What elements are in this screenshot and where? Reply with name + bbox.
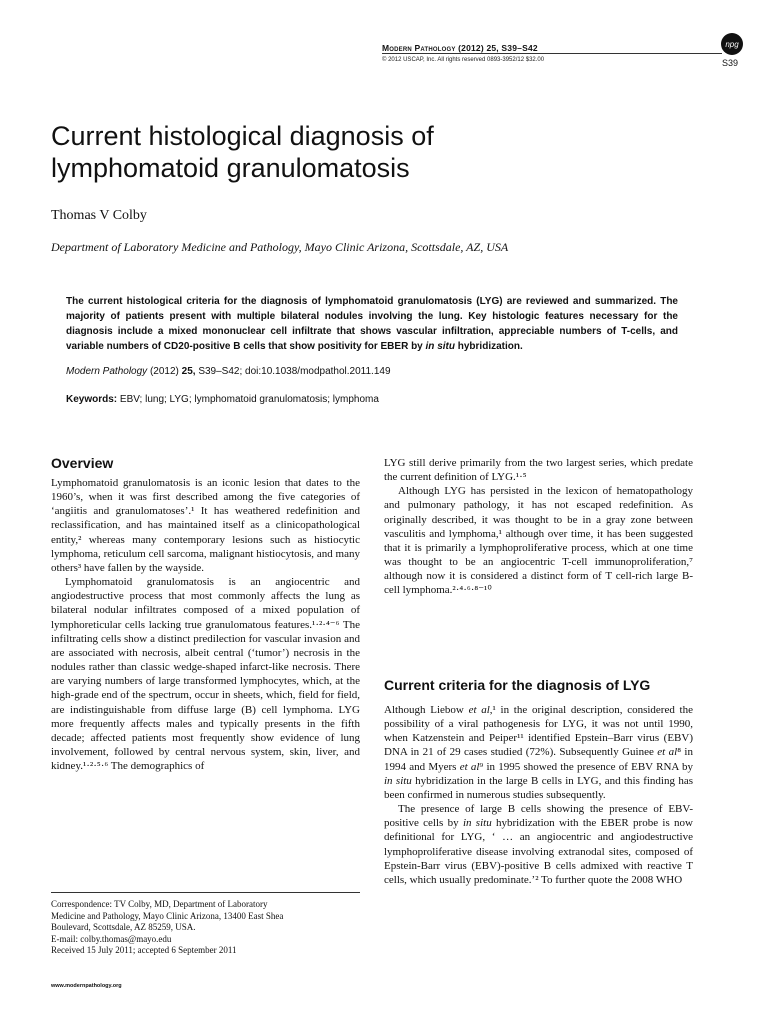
citation-year: (2012) bbox=[147, 366, 182, 377]
overview-paragraph-1: Lymphomatoid granulomatosis is an iconic lesion that dates to the 1960’s, when it was first described among the five categories of ‘angiitis and granulomatoses’.¹ It has weathered redefinition and reclassification, and has maintained itself as a clinicopathological entity,² whereas many contemporary lesions such as histiocytic lymphoma, reticulum cell sarcoma, malignant histiocytosis, and many others³ have fallen by the wayside. bbox=[51, 477, 360, 574]
citation-rest: S39–S42; doi:10.1038/modpathol.2011.149 bbox=[195, 366, 391, 377]
overview-paragraph-2: Lymphomatoid granulomatosis is an angiocentric and angiodestructive process that most commonly affects the lung as bilateral nodular infiltrates composed of a mixed population of lymphoreticular cells lacking true granulomatous features.¹·²·⁴⁻⁶ The infiltrating cells show a distinct predilection for vascular invasion and are associated with necrosis, albeit central (‘tumor’) necrosis in the nodules rather than classic wedge-shaped infarct-like necrosis. There are varying numbers of large transformed lymphocytes, which, at the high-grade end of the spectrum, occur in sheets, which, field for field, are indistinguishable from diffuse large (B) cell lymphoma. LYG more frequently affects males and typically presents in the fifth decade; affected patients most frequently show evidence of lung involvement, followed by central nervous system, skin, liver, and kidney.¹·²·⁵·⁶ The demographics of bbox=[51, 576, 360, 773]
right-column-bottom bbox=[384, 703, 693, 887]
header-rule bbox=[382, 53, 722, 54]
footnote-dates: Received 15 July 2011; accepted 6 September 2011 bbox=[51, 945, 237, 955]
correspondence-footnote bbox=[51, 899, 363, 957]
abstract bbox=[66, 294, 678, 354]
footnote-line: Boulevard, Scottsdale, AZ 85259, USA. bbox=[51, 922, 196, 932]
title-line-1: Current histological diagnosis of bbox=[51, 121, 434, 151]
abstract-italic: in situ bbox=[425, 341, 455, 352]
footnote-email: E-mail: colby.thomas@mayo.edu bbox=[51, 933, 172, 944]
keywords bbox=[66, 394, 379, 405]
npg-logo-icon: npg bbox=[721, 33, 743, 55]
journal-website: www.modernpathology.org bbox=[51, 983, 122, 989]
copyright-line: © 2012 USCAP, Inc. All rights reserved 0893-3952/12 $32.00 bbox=[382, 57, 545, 63]
right-column-top bbox=[384, 456, 693, 598]
overview-paragraph-3: LYG still derive primarily from the two largest series, which predate the current definition of LYG.¹·⁵ bbox=[384, 457, 693, 484]
keywords-list: EBV; lung; LYG; lymphomatoid granulomatosis; lymphoma bbox=[117, 394, 379, 405]
footnote-line: Correspondence: TV Colby, MD, Department of Laboratory bbox=[51, 899, 268, 909]
keywords-label: Keywords: bbox=[66, 394, 118, 405]
journal-name: Modern Pathology bbox=[382, 43, 456, 53]
page-number: S39 bbox=[722, 58, 739, 68]
criteria-heading: Current criteria for the diagnosis of LYG bbox=[384, 677, 651, 693]
abstract-end: hybridization. bbox=[454, 341, 523, 352]
title-line-2: lymphomatoid granulomatosis bbox=[51, 153, 410, 183]
citation-volume: 25, bbox=[181, 366, 196, 377]
citation bbox=[66, 366, 391, 377]
criteria-paragraph-2: The presence of large B cells showing the presence of EBV-positive cells by in situ hybridization with the EBER probe is now definitional for LYG, ‘ … an angiocentric and angiodestructive lymphoproliferative disease involving extranodal sites, composed of Epstein-Barr virus (EBV)-positive B cells admixed with reactive T cells, which usually predominate.’² To further quote the 2008 WHO bbox=[384, 803, 693, 886]
left-column-body bbox=[51, 476, 360, 773]
overview-heading: Overview bbox=[51, 455, 114, 471]
article-title bbox=[51, 120, 651, 184]
citation-journal: Modern Pathology bbox=[66, 366, 148, 377]
footnote-line: Medicine and Pathology, Mayo Clinic Arizona, 13400 East Shea bbox=[51, 910, 284, 921]
author-affiliation: Department of Laboratory Medicine and Pathology, Mayo Clinic Arizona, Scottsdale, AZ, USA bbox=[51, 240, 509, 254]
journal-issue: (2012) 25, S39–S42 bbox=[458, 43, 538, 53]
footnote-rule bbox=[51, 892, 360, 893]
abstract-text: The current histological criteria for the diagnosis of lymphomatoid granulomatosis (LYG) are reviewed and summarized. The majority of patients present with multiple bilateral nodules involving the lung. Key histologic features necessary for the diagnosis include a mixed mononuclear cell infiltrate that shows vascular infiltration, appreciable numbers of T-cells, and variable numbers of CD20-positive B cells that show positivity for EBER by bbox=[66, 296, 678, 352]
criteria-paragraph-1: Although Liebow et al,¹ in the original description, considered the possibility of a viral pathogenesis for LYG, it was not until 1990, when Katzenstein and Peiper¹¹ identified Epstein–Barr virus (EBV) DNA in 21 of 29 cases studied (72%). Subsequently Guinee et al⁸ in 1994 and Myers et al⁹ in 1995 showed the presence of EBV RNA by in situ hybridization in the large B cells in LYG, and this finding has been confirmed in numerous studies subsequently. bbox=[384, 704, 694, 801]
journal-header bbox=[382, 43, 538, 53]
author-name: Thomas V Colby bbox=[51, 208, 147, 223]
overview-paragraph-4: Although LYG has persisted in the lexicon of hematopathology and pulmonary pathology, it has not escaped redefinition. As originally described, it was thought to be in a gray zone between vasculitis and lymphoma,¹ although over time, it has been suggested that it is primarily a lymphoproliferative process, which at one time was thought to be an angiocentric T-cell immunoproliferation,⁷ although now it is considered a distinct form of T cell-rich large B-cell lymphoma.²·⁴·⁶·⁸⁻¹⁰ bbox=[384, 485, 693, 597]
